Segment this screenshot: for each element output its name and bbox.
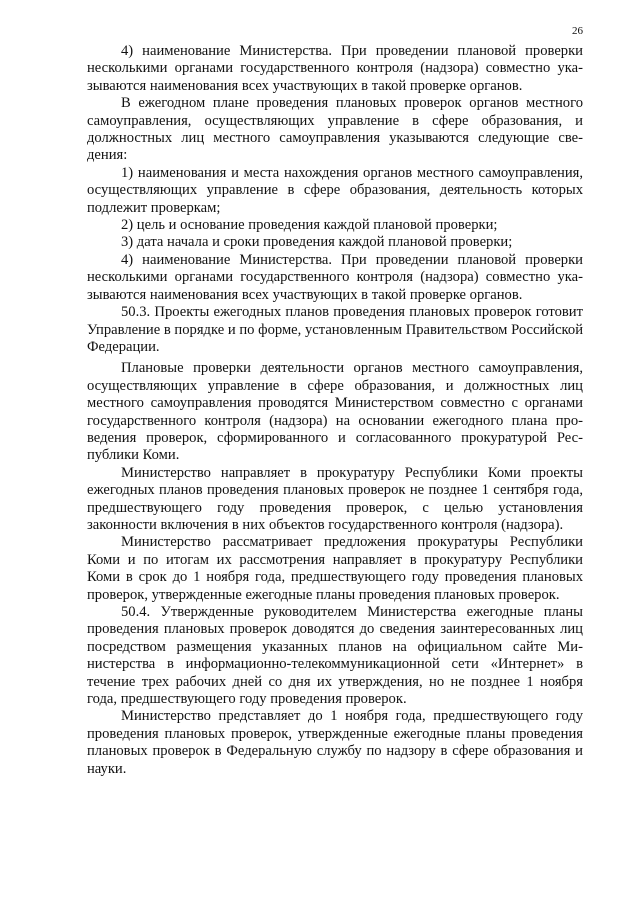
document-body (87, 43, 583, 778)
paragraph: В ежегодном плане проведения плановых проверок органов местного самоуправления, осуществляющих управление в сфере образования, и должностных лиц местного самоуправления указываются следующие сведения: (87, 95, 583, 164)
paragraph: Плановые проверки деятельности органов местного самоуправления, осуществляющих управление в сфере образования, и должностных лиц местного самоуправления проводятся Министерством совместно с органами государственного контроля (надзора) на основании ежегодного плана проведения проверок, сформированного и согласованного прокуратурой Республики Коми. (87, 360, 583, 464)
paragraph: 3) дата начала и сроки проведения каждой плановой проверки; (121, 234, 513, 251)
paragraph: 2) цель и основание проведения каждой плановой проверки; (121, 217, 498, 234)
paragraph: 50.4. Утвержденные руководителем Министерства ежегодные планы проведения плановых проверок доводятся до сведения заинтересованных лиц посредством размещения указанных планов на официальном сайте Министерства в информационно-телекоммуникационной сети «Интернет» в течение трех рабочих дней со дня их утверждения, но не позднее 1 ноября года, предшествующего году проведения проверок. (87, 604, 583, 708)
paragraph: 1) наименования и места нахождения органов местного самоуправления, осуществляющих управление в сфере образования, деятельность которых подлежит проверкам; (87, 164, 583, 216)
page-number: 26 (572, 25, 583, 37)
paragraph: 50.3. Проекты ежегодных планов проведения плановых проверок готовит Управление в порядке и по форме, установленным Правительством Российской Федерации. (87, 304, 583, 355)
paragraph: 4) наименование Министерства. При проведении плановой проверки несколькими органами государственного контроля (надзора) совместно указываются наименования всех участвующих в такой проверке органов. (87, 251, 583, 303)
paragraph: 4) наименование Министерства. При проведении плановой проверки несколькими органами государственного контроля (надзора) совместно указываются наименования всех участвующих в такой проверке органов. (87, 43, 583, 94)
paragraph: Министерство представляет до 1 ноября года, предшествующего году проведения плановых проверок, утвержденные ежегодные планы проведения плановых проверок в Федеральную службу по надзору в сфере образования и науки. (87, 708, 583, 777)
paragraph: Министерство направляет в прокуратуру Республики Коми проекты ежегодных планов проведения плановых проверок не позднее 1 сентября года, предшествующего году проведения проверок, с целью установления законности включения в них объектов государственного контроля (надзора). (87, 464, 583, 533)
paragraph: Министерство рассматривает предложения прокуратуры Республики Коми и по итогам их рассмотрения направляет в прокуратуру Республики Коми в срок до 1 ноября года, предшествующего году проведения плановых проверок, утвержденные ежегодные планы проведения плановых проверок. (87, 534, 583, 603)
